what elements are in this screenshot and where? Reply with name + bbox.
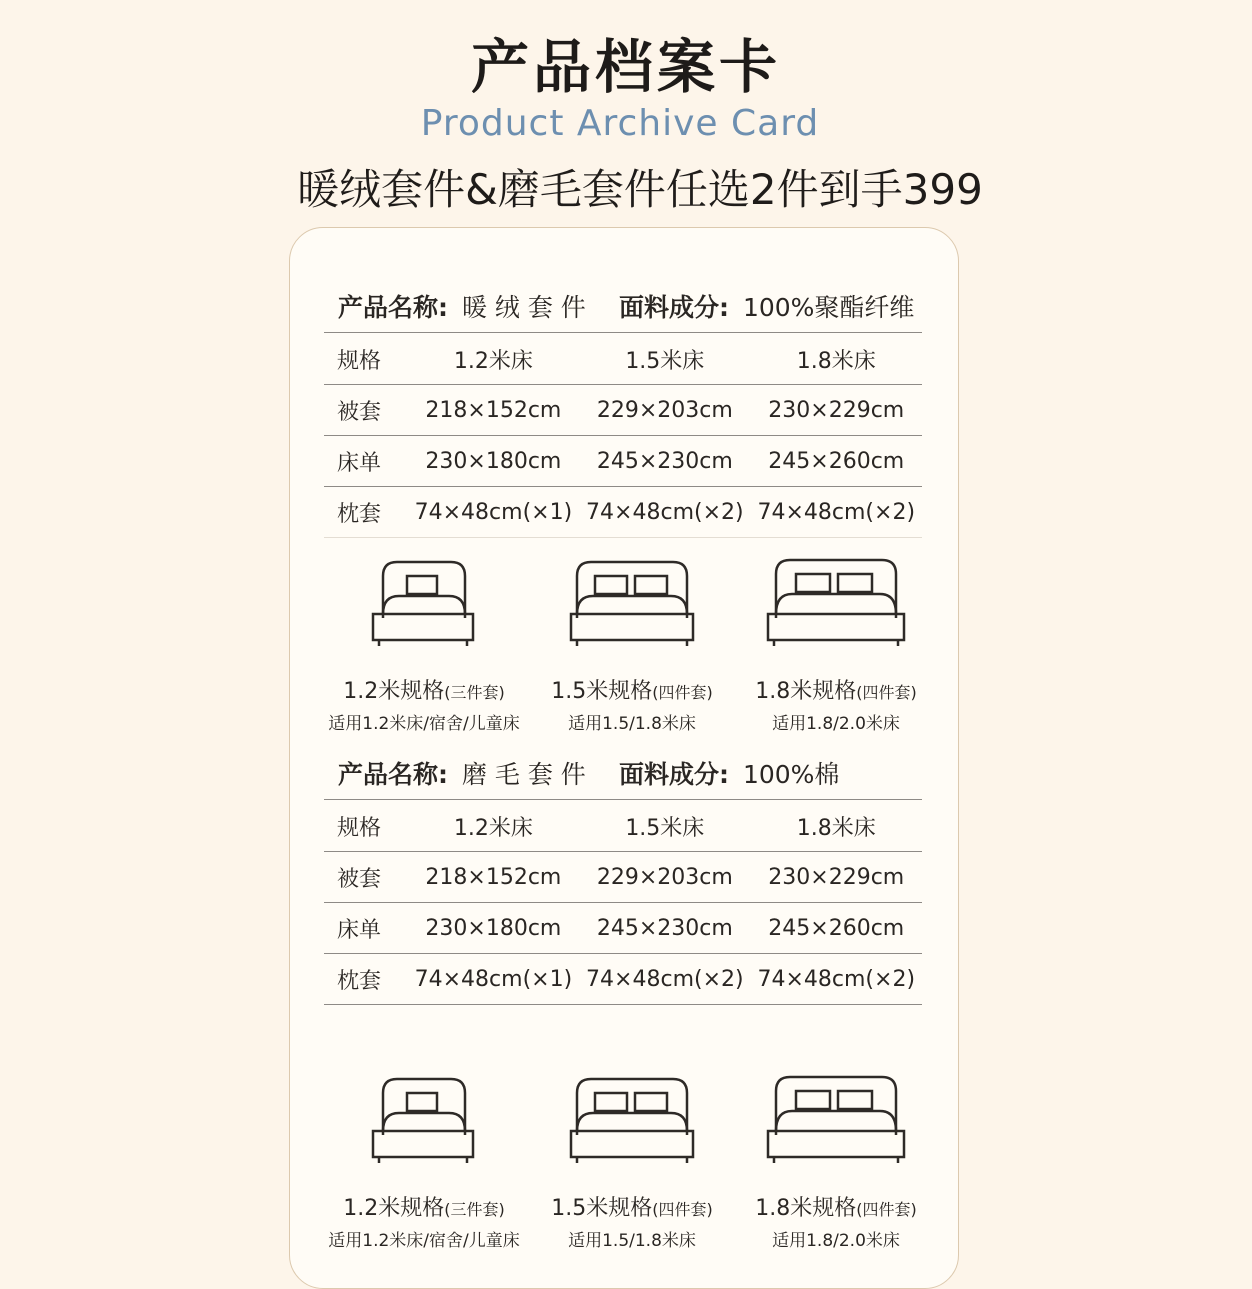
table-cell: 74×48cm(×2) (751, 487, 922, 538)
table-cell: 74×48cm(×1) (408, 954, 579, 1005)
table-cell: 1.8米床 (751, 801, 922, 852)
table-cell: 74×48cm(×1) (408, 487, 579, 538)
bed-usage: 适用1.5/1.8米床 (568, 1231, 696, 1251)
table-row (324, 334, 922, 385)
king-bed-icon (766, 558, 906, 648)
bed-usage: 适用1.8/2.0米床 (772, 714, 900, 734)
row-label: 规格 (324, 334, 408, 385)
fabric-value: 100%聚酯纤维 (742, 293, 915, 322)
row-label: 枕套 (324, 954, 408, 1005)
table-cell: 245×260cm (751, 903, 922, 954)
table-cell: 1.5米床 (579, 334, 750, 385)
bed-usage: 适用1.5/1.8米床 (568, 714, 696, 734)
table-cell: 245×230cm (579, 436, 750, 487)
size-table (324, 801, 922, 1005)
single-bed-icon (369, 1075, 479, 1165)
bed-option (522, 1075, 742, 1251)
fabric-key: 面料成分: (619, 293, 729, 322)
product-info-line (324, 695, 922, 789)
size-table (324, 334, 922, 538)
fabric-key: 面料成分: (619, 760, 729, 789)
table-cell: 1.5米床 (579, 801, 750, 852)
page-subtitle: Product Archive Card (420, 103, 820, 144)
table-cell: 74×48cm(×2) (579, 487, 750, 538)
table-cell: 1.2米床 (408, 334, 579, 385)
table-row (324, 801, 922, 852)
row-label: 床单 (324, 436, 408, 487)
table-cell: 229×203cm (579, 852, 750, 903)
bed-icons-row (290, 1075, 930, 1255)
bed-spec-label: 1.5米规格(四件套) (551, 679, 713, 704)
product-name-value: 磨 毛 套 件 (461, 760, 586, 789)
row-label: 被套 (324, 852, 408, 903)
product-info-line (324, 228, 922, 322)
bed-spec-label: 1.2米规格(三件套) (343, 679, 505, 704)
row-label: 被套 (324, 385, 408, 436)
table-cell: 74×48cm(×2) (579, 954, 750, 1005)
divider (324, 332, 922, 333)
single-bed-icon (369, 558, 479, 648)
row-label: 枕套 (324, 487, 408, 538)
product-section-brushed (324, 695, 922, 994)
product-section-warm (324, 228, 922, 527)
bed-usage: 适用1.2米床/宿舍/儿童床 (328, 714, 520, 734)
table-cell: 218×152cm (408, 852, 579, 903)
table-cell: 229×203cm (579, 385, 750, 436)
bed-spec-label: 1.8米规格(四件套) (755, 679, 917, 704)
bed-usage: 适用1.8/2.0米床 (772, 1231, 900, 1251)
table-cell: 1.8米床 (751, 334, 922, 385)
bed-spec-label: 1.5米规格(四件套) (551, 1196, 713, 1221)
bed-usage: 适用1.2米床/宿舍/儿童床 (328, 1231, 520, 1251)
table-cell: 230×229cm (751, 385, 922, 436)
table-row (324, 954, 922, 1005)
table-cell: 245×230cm (579, 903, 750, 954)
table-row (324, 852, 922, 903)
table-cell: 1.2米床 (408, 801, 579, 852)
product-name-key: 产品名称: (338, 760, 448, 789)
product-name-key: 产品名称: (338, 293, 448, 322)
bed-spec-label: 1.2米规格(三件套) (343, 1196, 505, 1221)
table-cell: 230×180cm (408, 436, 579, 487)
table-cell: 245×260cm (751, 436, 922, 487)
page-title: 产品档案卡 (470, 33, 781, 101)
row-label: 规格 (324, 801, 408, 852)
double-bed-icon (569, 558, 695, 648)
table-cell: 230×229cm (751, 852, 922, 903)
table-row (324, 385, 922, 436)
fabric-value: 100%棉 (742, 760, 840, 789)
table-row (324, 903, 922, 954)
bed-spec-label: 1.8米规格(四件套) (755, 1196, 917, 1221)
bed-option (314, 1075, 534, 1251)
table-cell: 74×48cm(×2) (751, 954, 922, 1005)
promo-text: 暖绒套件&磨毛套件任选2件到手399 (297, 165, 983, 214)
table-cell: 230×180cm (408, 903, 579, 954)
row-label: 床单 (324, 903, 408, 954)
double-bed-icon (569, 1075, 695, 1165)
bed-option (726, 1075, 946, 1251)
product-name-value: 暖 绒 套 件 (461, 293, 586, 322)
table-cell: 218×152cm (408, 385, 579, 436)
king-bed-icon (766, 1075, 906, 1165)
divider (324, 799, 922, 800)
table-row (324, 487, 922, 538)
archive-card (289, 227, 959, 1289)
table-row (324, 436, 922, 487)
